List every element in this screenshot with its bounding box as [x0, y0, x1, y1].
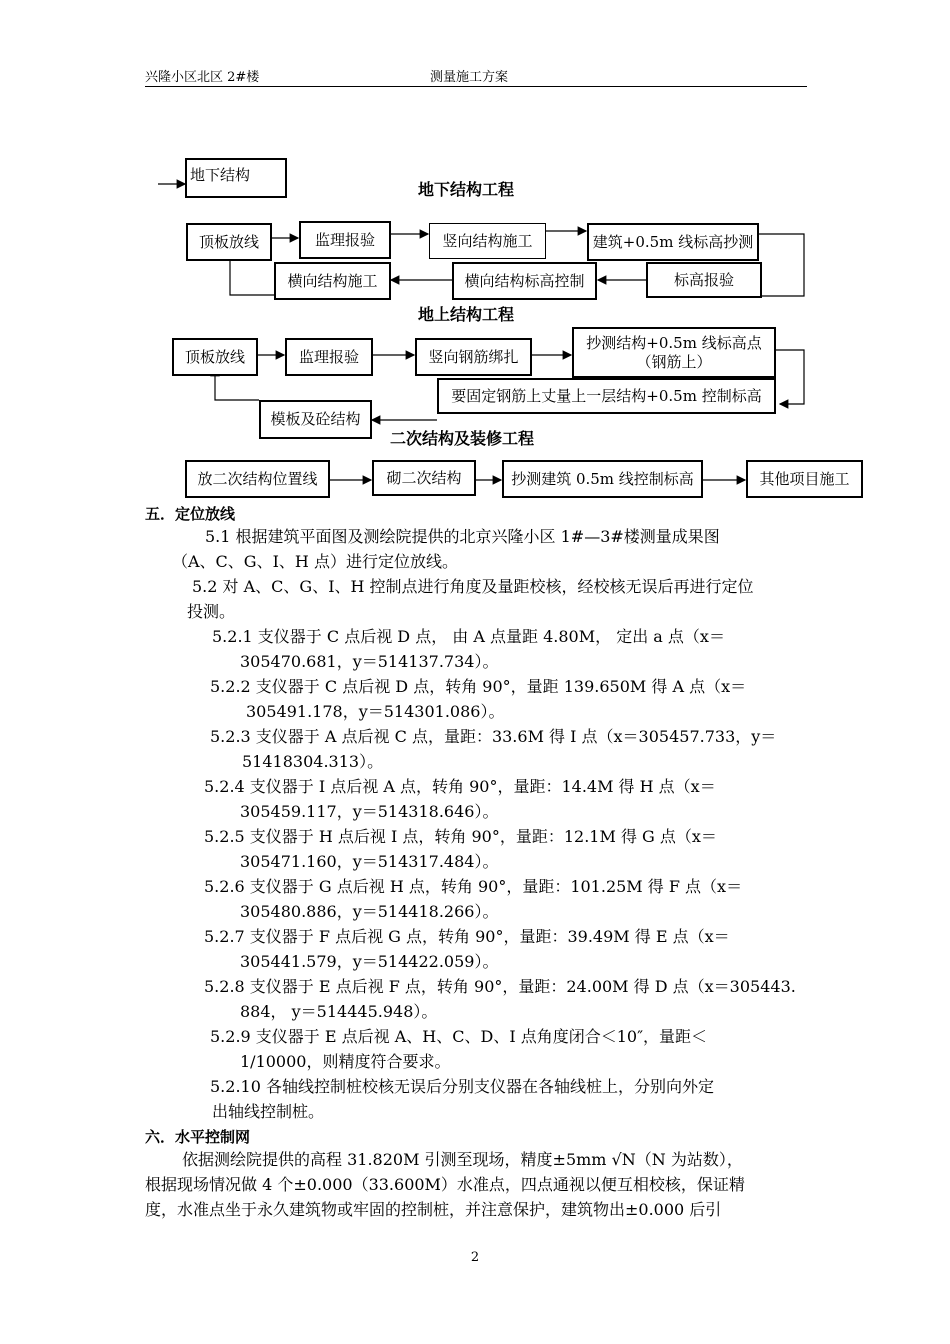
box-horizontal-level-control: 横向结构标高控制: [452, 262, 597, 300]
text-line: 5.2.7 支仪器于 F 点后视 G 点，转角 90°，量距：39.49M 得 E 点（x＝: [204, 927, 730, 946]
text-line: 5.2.3 支仪器于 A 点后视 C 点，量距：33.6M 得 I 点（x＝305457.733，y＝: [210, 727, 777, 746]
heading-section-5: 五．定位放线: [145, 505, 236, 523]
box-other-work: 其他项目施工: [746, 460, 863, 498]
text-line: 305470.681，y＝514137.734）。: [240, 652, 499, 671]
box-level-survey: 建筑+0.5m 线标高抄测: [587, 223, 759, 261]
paragraph-line: 依据测绘院提供的高程 31.820M 引测至现场，精度±5mm √N（N 为站数），: [182, 1150, 743, 1169]
text-line: 5.2.9 支仪器于 E 点后视 A、H、C、D、I 点角度闭合＜10″，量距＜: [210, 1027, 708, 1046]
box-rebar-binding: 竖向钢筋绑扎: [415, 338, 532, 376]
text-line: 5.2.1 支仪器于 C 点后视 D 点， 由 A 点量距 4.80M， 定出 a 点（x＝: [212, 627, 725, 646]
box-rebar-level-survey: [572, 327, 776, 378]
box-rebar-level-survey-line1: 抄测结构+0.5m 线标高点: [586, 333, 762, 352]
header-left: 兴隆小区北区 2#楼: [145, 70, 260, 85]
section-title-secondary: 二次结构及装修工程: [390, 429, 535, 448]
text-line: 305441.579，y＝514422.059）。: [240, 952, 499, 971]
text-line: 1/10000，则精度符合要求。: [240, 1052, 451, 1071]
text-line: 5.2.6 支仪器于 G 点后视 H 点，转角 90°，量距：101.25M 得 F 点（x＝: [204, 877, 743, 896]
box-level-inspection: 标高报验: [646, 262, 762, 298]
page-number: 2: [470, 1250, 480, 1265]
box-fixed-rebar-level: 要固定钢筋上丈量上一层结构+0.5m 控制标高: [437, 378, 776, 414]
text-line: 5.2.10 各轴线控制桩校核无误后分别支仪器在各轴线桩上，分别向外定: [210, 1077, 714, 1096]
box-survey-05m: 抄测建筑 0.5m 线控制标高: [502, 460, 703, 498]
header-center: 测量施工方案: [430, 70, 509, 85]
box-secondary-layout: 放二次结构位置线: [185, 460, 330, 498]
text-line: 出轴线控制桩。: [212, 1102, 325, 1121]
box-masonry: 砌二次结构: [372, 460, 476, 496]
heading-section-6: 六．水平控制网: [145, 1128, 251, 1146]
paragraph-line: 度，水准点坐于永久建筑物或牢固的控制桩，并注意保护，建筑物出±0.000 后引: [145, 1200, 722, 1219]
text-line: 305480.886，y＝514418.266）。: [240, 902, 499, 921]
text-line: 5.2.2 支仪器于 C 点后视 D 点，转角 90°，量距 139.650M 得 A 点（x＝: [210, 677, 747, 696]
box-slab-layout-2: 顶板放线: [172, 338, 258, 376]
text-line: 5.2.5 支仪器于 H 点后视 I 点，转角 90°，量距：12.1M 得 G 点（x＝: [204, 827, 717, 846]
text-line: （A、C、G、I、H 点）进行定位放线。: [172, 552, 458, 571]
text-line: 5.2 对 A、C、G、I、H 控制点进行角度及量距校核，经校核无误后再进行定位: [192, 577, 754, 596]
text-line: 884， y＝514445.948）。: [240, 1002, 438, 1021]
text-line: 投测。: [187, 602, 236, 621]
section-title-underground: 地下结构工程: [418, 180, 515, 199]
box-slab-layout-1: 顶板放线: [186, 223, 272, 261]
box-vertical-structure: 竖向结构施工: [429, 223, 546, 259]
text-line: 5.2.4 支仪器于 I 点后视 A 点，转角 90°，量距：14.4M 得 H 点（x＝: [204, 777, 716, 796]
text-line: 5.2.8 支仪器于 E 点后视 F 点，转角 90°，量距：24.00M 得 D 点（x＝305443.: [204, 977, 796, 996]
section-title-aboveground: 地上结构工程: [418, 305, 515, 324]
text-line: 305471.160，y＝514317.484）。: [240, 852, 499, 871]
box-supervision-1: 监理报验: [299, 221, 391, 259]
text-line: 5.1 根据建筑平面图及测绘院提供的北京兴隆小区 1#—3#楼测量成果图: [205, 527, 720, 546]
box-horizontal-structure: 横向结构施工: [274, 262, 391, 300]
box-underground-structure: 地下结构: [185, 158, 287, 198]
box-supervision-2: 监理报验: [285, 338, 373, 376]
text-line: 305491.178，y＝514301.086）。: [246, 702, 505, 721]
paragraph-line: 根据现场情况做 4 个±0.000（33.600M）水准点，四点通视以便互相校核，保证精: [145, 1175, 745, 1194]
text-line: 51418304.313）。: [242, 752, 384, 771]
box-rebar-level-survey-line2: （钢筋上）: [636, 352, 712, 371]
text-line: 305459.117，y＝514318.646）。: [240, 802, 499, 821]
box-formwork-concrete: 模板及砼结构: [259, 400, 372, 439]
